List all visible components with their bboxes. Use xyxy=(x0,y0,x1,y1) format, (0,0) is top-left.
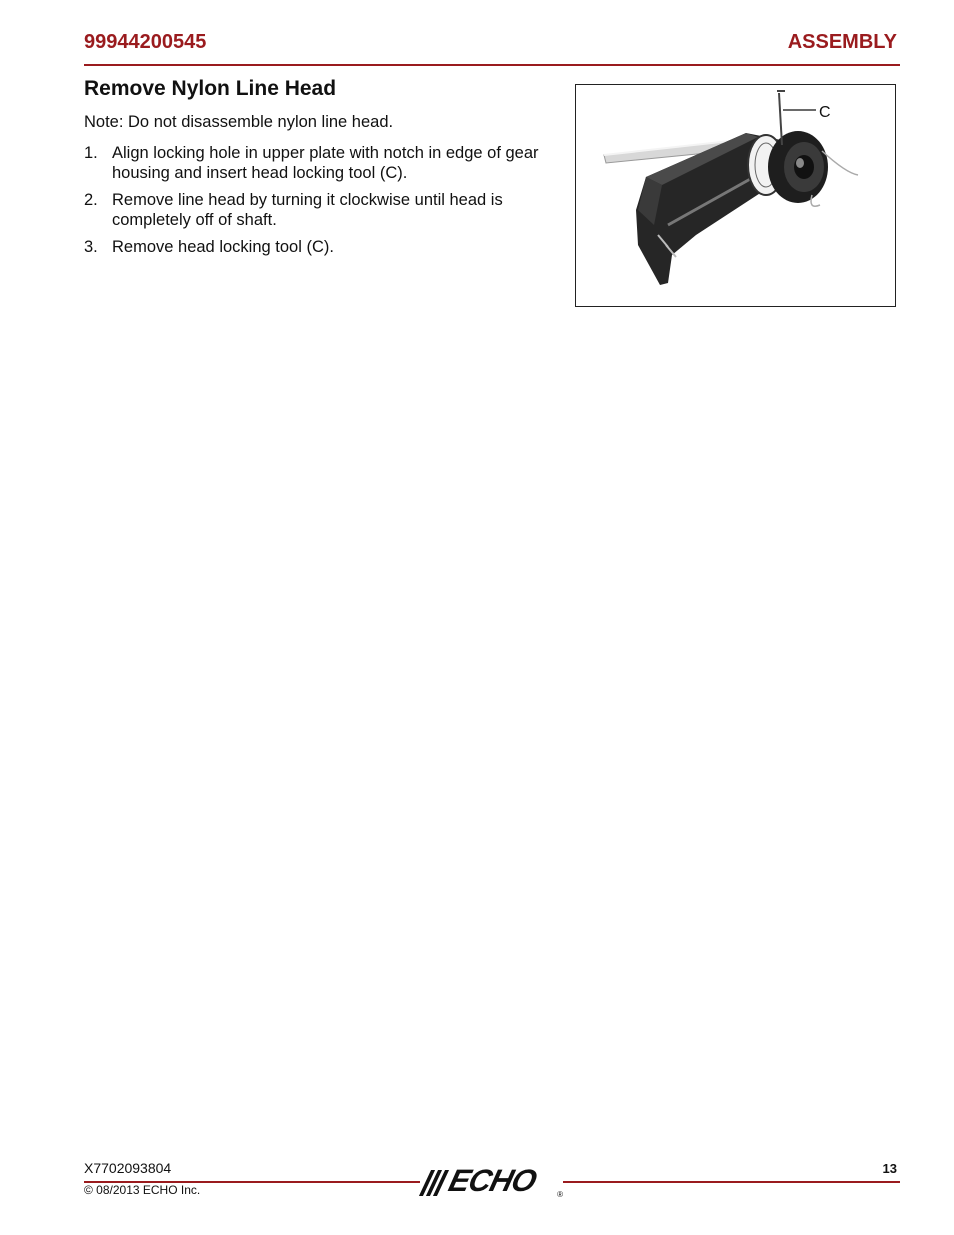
logo-wordmark: ECHO xyxy=(445,1163,540,1198)
section-title: Remove Nylon Line Head xyxy=(84,77,337,100)
note-text: Note: Do not disassemble nylon line head. xyxy=(84,113,394,131)
page-number: 13 xyxy=(882,1161,897,1176)
step-text: Remove line head by turning it clockwise until head is completely off of shaft. xyxy=(112,191,503,229)
step-number: 3. xyxy=(84,238,98,256)
step-number: 2. xyxy=(84,191,98,209)
step-number: 1. xyxy=(84,144,98,162)
list-item xyxy=(84,190,564,230)
section-name: ASSEMBLY xyxy=(787,31,897,53)
footer-divider-left xyxy=(84,1181,420,1183)
echo-logo xyxy=(421,1163,563,1199)
header-divider xyxy=(84,64,900,66)
part-number: 99944200545 xyxy=(84,31,207,53)
step-text: Align locking hole in upper plate with notch in edge of gear housing and insert head locking tool (C). xyxy=(112,144,539,182)
footer-divider-right xyxy=(563,1181,900,1183)
list-item xyxy=(84,143,564,183)
document-code: X7702093804 xyxy=(84,1160,172,1176)
trimmer-head-photo-icon xyxy=(576,85,897,308)
step-text: Remove head locking tool (C). xyxy=(112,238,334,256)
registered-mark: ® xyxy=(557,1190,563,1199)
callout-label: C xyxy=(819,104,831,121)
copyright: © 08/2013 ECHO Inc. xyxy=(84,1183,201,1197)
trimmer-head-figure xyxy=(575,84,896,307)
step-list xyxy=(84,143,564,264)
list-item xyxy=(84,237,564,257)
